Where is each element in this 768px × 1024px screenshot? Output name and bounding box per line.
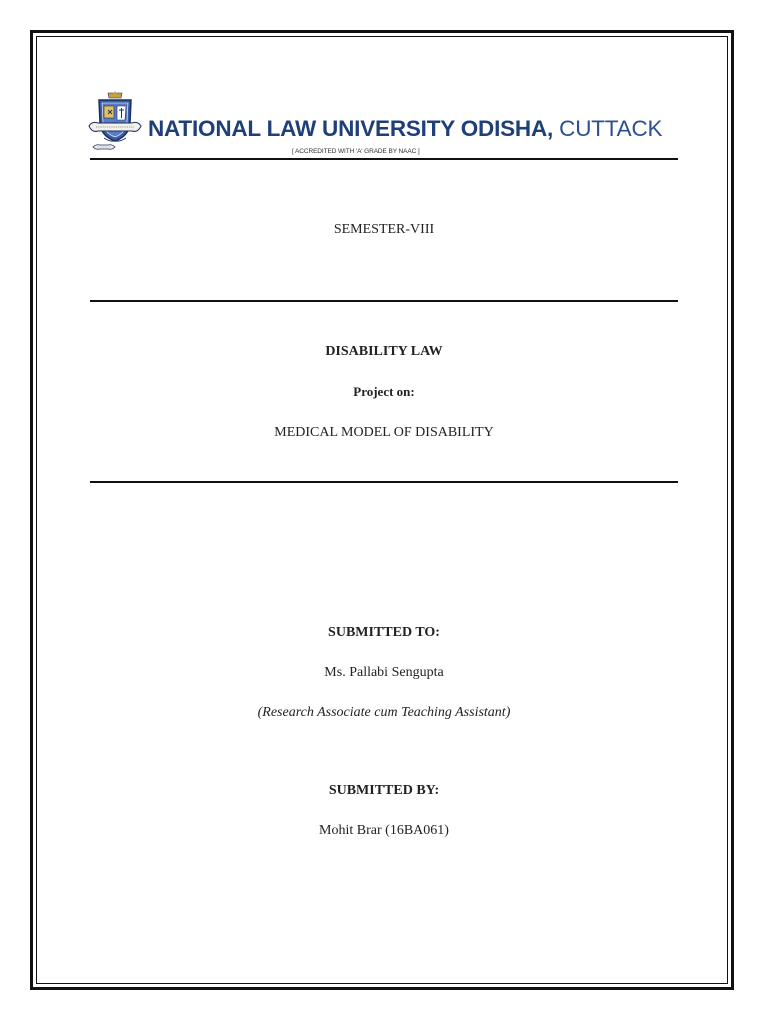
university-name [148, 116, 662, 142]
student-name: Mohit Brar (16BA061) [319, 823, 449, 838]
semester-label: SEMESTER-VIII [333, 222, 435, 237]
accreditation-note: [ ACCREDITED WITH 'A' GRADE BY NAAC ] [292, 148, 420, 155]
section-divider-top [90, 300, 678, 302]
university-city: CUTTACK [559, 116, 663, 141]
letterhead-divider [90, 158, 678, 160]
submitted-by-heading: SUBMITTED BY: [328, 783, 440, 798]
page-border-inner [36, 36, 728, 984]
university-crest-icon [88, 90, 142, 156]
guide-designation: (Research Associate cum Teaching Assistant) [257, 705, 511, 720]
section-divider-bottom [90, 481, 678, 483]
project-title: MEDICAL MODEL OF DISABILITY [274, 425, 494, 440]
letterhead [86, 88, 682, 160]
course-subject: DISABILITY LAW [325, 344, 443, 359]
guide-name: Ms. Pallabi Sengupta [324, 665, 444, 680]
project-label: Project on: [353, 384, 415, 399]
submitted-to-heading: SUBMITTED TO: [328, 625, 440, 640]
university-name-main: NATIONAL LAW UNIVERSITY ODISHA, [148, 116, 554, 141]
